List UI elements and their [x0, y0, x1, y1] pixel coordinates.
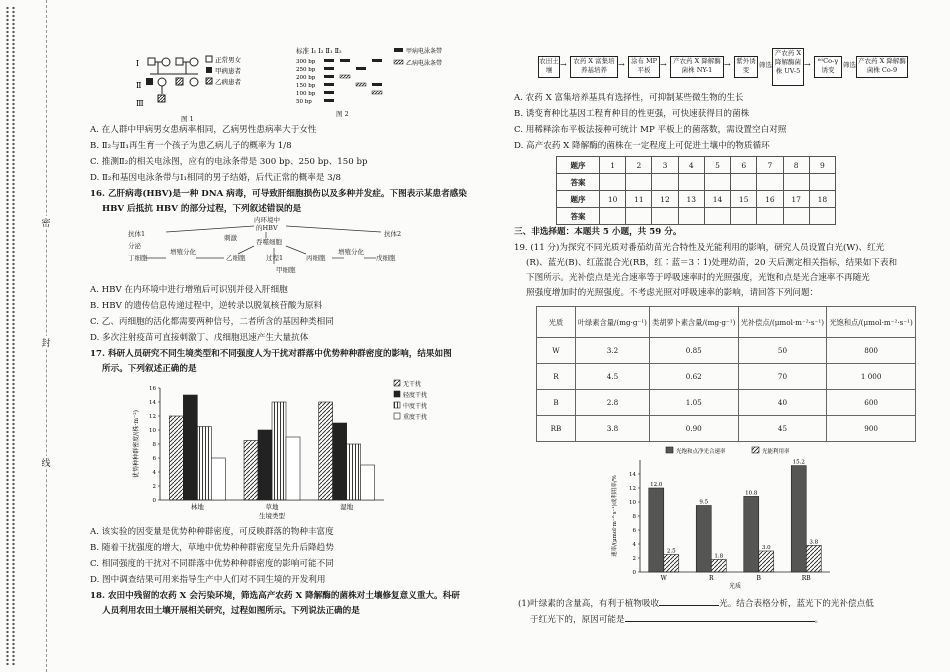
answer-cell[interactable]: [600, 174, 626, 191]
grid-cell: 11: [626, 191, 652, 208]
q17-option-d: D. 图中调查结果可用来指导生产中人们对不同生境的开发利用: [90, 575, 326, 585]
data-label: 9.5: [699, 499, 709, 506]
bar: [258, 430, 272, 500]
flow-step: 紫外诱变: [734, 56, 758, 78]
table-cell: R: [537, 364, 576, 390]
seal-char: 线: [38, 456, 54, 469]
answer-cell[interactable]: [809, 174, 835, 191]
q16-stem: HBV 后抵抗 HBV 的部分过程，下列叙述错误的是: [102, 204, 302, 214]
bar: [759, 551, 774, 572]
q18-stem: 人员利用农田土壤开展相关研究，过程如图所示。下列说法正确的是: [102, 606, 360, 616]
flow-label: 筛选: [843, 61, 856, 69]
q19-sub1-text: 。: [814, 615, 824, 625]
q18-option-a: A. 农药 X 富集培养基具有选择性，可抑制某些微生物的生长: [514, 93, 744, 103]
table-header: 光饱和点/(μmol·m⁻²·s⁻¹): [827, 307, 916, 338]
band-label: 200 bp: [296, 75, 316, 81]
q19-stem: 19. (11 分)为探究不同光质对番茄幼苗光合特性及光能利用的影响，研究人员设置白光(W)、红光: [514, 243, 885, 253]
q17-option-c: C. 相同强度的干扰对不同群落中优势种种群密度的影响可能不同: [90, 559, 334, 569]
bar: [806, 545, 821, 572]
q17-option-b: B. 随着干扰强度的增大，草地中优势种种群密度呈先升后降趋势: [90, 543, 334, 553]
band-label: 50 bp: [296, 99, 312, 104]
y-tick-label: 4: [632, 542, 636, 548]
diag-node: 乙细胞: [226, 254, 246, 262]
legend-swatch: [394, 391, 400, 397]
pedigree-figure: [136, 52, 256, 114]
lane-header: 标准 Ⅰ₁ Ⅰ₂ Ⅱ₁ Ⅱ₂: [296, 47, 342, 55]
diag-node: 分泌: [128, 242, 141, 250]
diag-node: 增殖分化: [338, 248, 364, 256]
table-cell: RB: [537, 416, 576, 442]
legend-swatch: [394, 413, 400, 419]
legend-swatch: [666, 447, 673, 453]
table-cell: W: [537, 338, 576, 364]
data-label: 3.0: [761, 545, 771, 551]
q15-option-b: B. Ⅱ₂与Ⅱ₁再生育一个孩子为患乙病儿子的概率为 1/8: [90, 141, 292, 151]
binding-dots: [12, 6, 15, 666]
y-tick-label: 16: [149, 386, 156, 392]
bar: [361, 465, 375, 500]
q19-stem: 下图所示。光补偿点是光合速率等于呼吸速率时的光照强度，光饱和点是光合速率不再随光: [526, 273, 870, 283]
gen-label: Ⅲ: [136, 99, 144, 108]
grid-cell: 17: [783, 191, 809, 208]
legend-normal: 正常男女: [215, 56, 241, 64]
legend-label: 光能利用率: [762, 449, 790, 455]
bar: [791, 466, 806, 572]
y-axis-title: 优势种种群密度/(株·m⁻²): [133, 410, 140, 478]
q16-stem: 16. 乙肝病毒(HBV)是一种 DNA 病毒，可导致肝细胞损伤以及多种并发症。下图表示某患者感染: [90, 189, 467, 199]
table-cell: 900: [827, 416, 916, 442]
q17-stem: 17. 科研人员研究不同生境类型和不同强度人为干扰对群落中优势种种群密度的影响，结果如图: [90, 349, 452, 359]
flow-step: ⁶⁰Co-γ诱变: [814, 56, 842, 78]
q19-sub1-text: 光。结合表格分析，蓝光下的光补偿点低: [719, 599, 874, 609]
arrow-icon: →: [724, 60, 731, 69]
table-cell: 600: [827, 390, 916, 416]
y-tick-label: 14: [629, 472, 636, 478]
q16-option-a: A. HBV 在内环境中进行增殖后可识别并侵入肝细胞: [90, 285, 288, 295]
answer-cell[interactable]: [731, 174, 757, 191]
q16-option-d: D. 多次注射疫苗可直接刺激丁、戊细胞迅速产生大量抗体: [90, 333, 309, 343]
table-cell: 3.2: [576, 338, 650, 364]
x-tick-label: W: [660, 575, 667, 582]
q19-sub1-text: 于红光下的，原因可能是: [530, 615, 625, 625]
y-axis-title: 速率/(μmol·m⁻²·s⁻¹)或利用率/%: [612, 475, 618, 557]
y-tick-label: 8: [152, 442, 156, 448]
diag-node: 过程1: [266, 254, 284, 262]
q19-sub1: [530, 612, 823, 627]
binding-dots: [6, 6, 9, 666]
answer-cell[interactable]: [731, 208, 757, 225]
table-cell: 2.8: [576, 390, 650, 416]
bar: [696, 506, 711, 573]
density-bar-chart: [126, 378, 466, 526]
grid-cell: 12: [652, 191, 678, 208]
bar: [319, 402, 333, 500]
flow-step: 产农药 X 降解酶菌株 UV-5: [772, 48, 804, 86]
bar: [333, 423, 347, 500]
answer-cell[interactable]: [704, 208, 730, 225]
table-header: 光质: [537, 307, 576, 338]
legend-label: 重度干扰: [403, 414, 428, 421]
fig1-caption: 图 1: [181, 115, 194, 123]
x-tick-label: 林地: [190, 503, 204, 511]
legend-disease-a: 甲病患者: [215, 67, 241, 75]
bar: [286, 437, 300, 500]
flow-step: 农田土壤: [538, 56, 560, 78]
q18-option-d: D. 高产农药 X 降解酶的菌株在一定程度上可促进土壤中的物质循环: [514, 141, 770, 151]
table-cell: 3.8: [576, 416, 650, 442]
arrow-icon: →: [660, 60, 667, 69]
grid-head: 答案: [557, 208, 600, 225]
diag-node: 增殖分化: [170, 248, 196, 256]
gen-label: Ⅰ: [136, 59, 140, 68]
q18-option-b: B. 诱变育种比基因工程育种目的性更强，可快速获得目的菌株: [514, 109, 750, 119]
q19-sub1-text: (1)叶绿素的含量高，有利于植物吸收: [518, 599, 660, 609]
diag-node: 内环境中: [254, 216, 280, 224]
arrow-icon: →: [618, 60, 625, 69]
diag-node: 丙细胞: [306, 254, 326, 262]
answer-cell[interactable]: [757, 208, 783, 225]
legend-label: 光饱和点净光合速率: [676, 449, 726, 455]
legend-band-b: 乙病电泳条带: [406, 60, 443, 67]
grid-cell: 2: [626, 157, 652, 174]
data-label: 15.2: [792, 459, 805, 466]
answer-cell[interactable]: [783, 174, 809, 191]
grid-cell: 10: [600, 191, 626, 208]
bar: [272, 402, 286, 500]
diag-node: 甲细胞: [276, 266, 296, 274]
answer-cell[interactable]: [652, 208, 678, 225]
grid-cell: 3: [652, 157, 678, 174]
x-axis-title: 光质: [728, 583, 742, 590]
grid-cell: 14: [704, 191, 730, 208]
seal-char: 封: [38, 336, 54, 349]
y-tick-label: 14: [149, 400, 156, 406]
flow-step: 农药 X 富集培养基培养: [570, 56, 618, 78]
answer-cell[interactable]: [600, 208, 626, 225]
data-label: 12.0: [650, 482, 663, 488]
diag-node: 的HBV: [256, 224, 278, 232]
y-tick-label: 0: [632, 570, 636, 576]
x-tick-label: RB: [801, 575, 811, 582]
legend-swatch: [394, 380, 400, 386]
immune-diagram: [126, 214, 426, 274]
x-axis-title: 生境类型: [259, 512, 285, 520]
flow-step: 涂布 MP 平板: [628, 56, 660, 78]
table-cell: B: [537, 390, 576, 416]
data-label: 2.5: [666, 548, 676, 555]
x-tick-label: B: [756, 575, 761, 582]
grid-cell: 1: [600, 157, 626, 174]
table-header: 类胡萝卜素含量/(mg·g⁻¹): [649, 307, 738, 338]
bar: [169, 416, 183, 500]
answer-blank[interactable]: [625, 612, 815, 622]
table-cell: 1.05: [649, 390, 738, 416]
legend-swatch: [394, 402, 400, 408]
bar: [347, 444, 361, 500]
legend-swatch: [752, 447, 759, 453]
q17-option-a: A. 该实验的因变量是优势种种群密度，可反映群落的物种丰富度: [90, 527, 334, 537]
q15-option-a: A. 在人群中甲病男女患病率相同，乙病男性患病率大于女性: [90, 125, 317, 135]
grid-cell: 6: [731, 157, 757, 174]
legend-label: 轻度干扰: [403, 392, 428, 399]
answer-grid: [556, 156, 836, 225]
y-tick-label: 10: [149, 428, 156, 434]
diag-node: 戊细胞: [376, 254, 396, 262]
q16-option-b: B. HBV 的遗传信息传递过程中，逆转录以脱氧核苷酸为原料: [90, 301, 323, 311]
diag-node: 抗体2: [384, 230, 402, 238]
table-cell: 4.5: [576, 364, 650, 390]
y-tick-label: 12: [149, 414, 156, 420]
arrow-icon: →: [804, 60, 811, 69]
bar: [197, 427, 211, 501]
binding-margin: [0, 0, 62, 672]
section-heading: 三、非选择题：本题共 5 小题，共 59 分。: [514, 227, 682, 237]
answer-cell[interactable]: [652, 174, 678, 191]
grid-head: 题序: [557, 157, 600, 174]
band-label: 150 bp: [296, 83, 316, 89]
table-cell: 0.85: [649, 338, 738, 364]
grid-cell: 9: [809, 157, 835, 174]
table-cell: 0.90: [649, 416, 738, 442]
band-label: 100 bp: [296, 91, 316, 97]
table-cell: 45: [738, 416, 827, 442]
y-tick-label: 0: [152, 498, 156, 504]
y-tick-label: 2: [632, 556, 636, 562]
grid-cell: 4: [678, 157, 704, 174]
q15-option-c: C. 推测Ⅱ₂的相关电泳图，应有的电泳条带是 300 bp、250 bp、150 bp: [90, 157, 368, 167]
q17-stem: 所示。下列叙述正确的是: [102, 364, 197, 374]
diag-node: 抗体1: [128, 230, 146, 238]
bar: [664, 555, 679, 573]
y-tick-label: 4: [152, 470, 156, 476]
y-tick-label: 8: [632, 514, 636, 520]
grid-cell: 13: [678, 191, 704, 208]
grid-head: 题序: [557, 191, 600, 208]
answer-cell[interactable]: [809, 208, 835, 225]
table-header: 叶绿素含量/(mg·g⁻¹): [576, 307, 650, 338]
table-cell: 50: [738, 338, 827, 364]
legend-band-a: 甲病电泳条带: [406, 48, 443, 55]
grid-cell: 18: [809, 191, 835, 208]
x-tick-label: R: [708, 575, 714, 582]
answer-cell[interactable]: [783, 208, 809, 225]
answer-cell[interactable]: [678, 208, 704, 225]
x-tick-label: 草地: [265, 503, 279, 511]
y-tick-label: 2: [152, 484, 156, 490]
answer-cell[interactable]: [626, 174, 652, 191]
y-tick-label: 10: [629, 500, 636, 506]
electrophoresis-figure: [296, 44, 456, 104]
data-label: 3.8: [809, 539, 819, 546]
diag-node: 丁细胞: [128, 254, 148, 262]
bar: [244, 441, 258, 501]
q15-option-d: D. Ⅱ₂和基因电泳条带与Ⅰ₁相同的男子结婚，后代正常的概率是 3/8: [90, 173, 341, 183]
diag-node: 吞噬细胞: [256, 238, 282, 246]
grid-cell: 7: [757, 157, 783, 174]
light-table: [536, 306, 916, 442]
bar: [183, 395, 197, 500]
grid-cell: 15: [731, 191, 757, 208]
legend-disease-b: 乙病患者: [215, 78, 241, 86]
seal-char: 密: [38, 216, 54, 229]
diag-node: 刺激: [224, 234, 237, 242]
band-label: 250 bp: [296, 67, 316, 73]
bar: [711, 559, 726, 572]
answer-cell[interactable]: [626, 208, 652, 225]
grid-cell: 5: [704, 157, 730, 174]
table-cell: 1 000: [827, 364, 916, 390]
q18-stem: 18. 农田中残留的农药 X 会污染环境，筛选高产农药 X 降解酶的菌株对土壤修复意义重大。科研: [90, 591, 460, 601]
table-cell: 70: [738, 364, 827, 390]
y-tick-label: 12: [629, 486, 636, 492]
legend-label: 中度干扰: [403, 403, 428, 410]
band-label: 300 bp: [296, 59, 316, 65]
table-cell: 800: [827, 338, 916, 364]
flow-label: 筛选: [759, 61, 772, 69]
answer-cell[interactable]: [678, 174, 704, 191]
y-tick-label: 6: [632, 528, 636, 534]
q19-stem: (R)、蓝光(B)、红蓝混合光(RB，红∶蓝＝3∶1)处理幼苗，20 天后测定相关指标，结果如下表和: [526, 258, 898, 268]
arrow-icon: →: [560, 60, 567, 69]
q18-option-c: C. 用稀释涂布平板法接种可统计 MP 平板上的菌落数，需设置空白对照: [514, 125, 787, 135]
grid-cell: 8: [783, 157, 809, 174]
x-tick-label: 湿地: [340, 503, 354, 511]
table-header: 光补偿点/(μmol·m⁻²·s⁻¹): [738, 307, 827, 338]
grid-cell: 16: [757, 191, 783, 208]
light-bar-chart: [606, 444, 846, 594]
bar: [649, 488, 664, 572]
flow-step: 产农药 X 降解酶菌株 NY-1: [670, 56, 724, 78]
flow-step: 产农药 X 降解酶菌株 Co-9: [856, 56, 908, 78]
q19-stem: 照强度增加时的光照强度。不考虑光照对呼吸速率的影响，请回答下列问题：: [526, 288, 819, 298]
q19-sub1: [518, 596, 874, 611]
y-tick-label: 6: [152, 456, 156, 462]
gen-label: Ⅱ: [136, 81, 142, 90]
answer-cell[interactable]: [757, 174, 783, 191]
table-cell: 0.62: [649, 364, 738, 390]
legend-label: 无干扰: [403, 381, 422, 388]
answer-cell[interactable]: [704, 174, 730, 191]
data-label: 10.8: [745, 490, 758, 497]
grid-head: 答案: [557, 174, 600, 191]
table-cell: 40: [738, 390, 827, 416]
answer-blank[interactable]: [659, 596, 719, 606]
fig2-caption: 图 2: [336, 110, 349, 118]
bar: [211, 458, 225, 500]
q16-option-c: C. 乙、丙细胞的活化都需要两种信号，二者所含的基因种类相同: [90, 317, 334, 327]
bar: [744, 496, 759, 572]
data-label: 1.8: [714, 553, 724, 560]
